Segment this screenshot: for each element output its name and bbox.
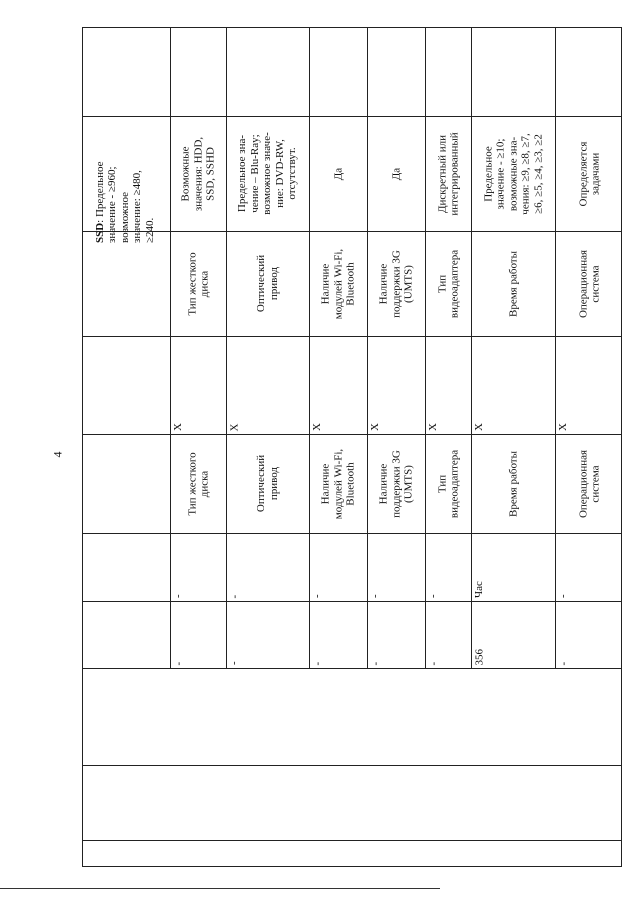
col-sep-5 <box>83 533 621 534</box>
row-sep-2 <box>226 28 227 668</box>
page-number: 4 <box>50 451 65 458</box>
ssd-cell: SSD: Предельное значение - ≥960; возможное значение: ≥480, ≥240. <box>93 161 156 243</box>
cell-c6-row-7: X <box>557 423 569 431</box>
cell-c3-row-1: - <box>172 661 184 665</box>
cell-c7-row-5: Тип видеоадаптера <box>435 249 460 318</box>
col-sep-4 <box>83 434 621 435</box>
cell-c5-row-3: Наличие модулей Wi-Fi, Bluetooth <box>319 448 357 519</box>
cell-c3-row-7: - <box>557 661 569 665</box>
cell-c4-row-1: - <box>172 594 184 598</box>
cell-c4-row-2: - <box>228 594 240 598</box>
cell-c7-row-2: Оптический привод <box>255 254 280 313</box>
cell-c8-row-2: Предельное зна- чение – Blu-Ray; возможное значе- ние: DVD-RW, отсутствут. <box>236 132 299 215</box>
cell-c7-row-3: Наличие модулей Wi-Fi, Bluetooth <box>319 248 357 319</box>
cell-c5-row-2: Оптический привод <box>255 454 280 513</box>
cell-c3-row-2: - <box>228 661 240 665</box>
cell-c3-row-6: 356 <box>473 648 485 665</box>
cell-c5-row-7: Операционная система <box>576 449 601 518</box>
row-sep-1 <box>170 28 171 668</box>
cell-c6-row-1: X <box>172 423 184 431</box>
cell-c8-row-5: Дискретный или интегрированный <box>435 131 460 216</box>
cell-c4-row-4: - <box>369 594 381 598</box>
specification-table <box>82 27 622 867</box>
cell-c5-row-5: Тип видеоадаптера <box>435 449 460 518</box>
cell-c6-row-6: X <box>473 423 485 431</box>
footer-line <box>0 888 440 889</box>
cell-c4-row-7: - <box>557 594 569 598</box>
cell-c8-row-7: Определяется задачами <box>576 141 601 206</box>
cell-c6-row-4: X <box>369 423 381 431</box>
cell-c6-row-2: X <box>228 423 240 431</box>
cell-c4-row-6: Час <box>473 581 485 598</box>
row-sep-7 <box>555 28 556 668</box>
cell-c8-row-1: Возможные значения: HDD, SSD, SSHD <box>179 136 217 211</box>
col-sep-8 <box>83 765 621 766</box>
row-sep-3 <box>309 28 310 668</box>
cell-c4-row-3: - <box>311 594 323 598</box>
row-sep-4 <box>367 28 368 668</box>
cell-c6-row-5: X <box>427 423 439 431</box>
row-sep-5 <box>425 28 426 668</box>
cell-c7-row-7: Операционная система <box>576 249 601 318</box>
col-sep-9 <box>83 840 621 841</box>
cell-c7-row-6: Время работы <box>506 250 519 317</box>
cell-c5-row-4: Наличие поддержки 3G (UMTS) <box>377 449 415 518</box>
cell-c3-row-3: - <box>311 661 323 665</box>
cell-c7-row-4: Наличие поддержки 3G (UMTS) <box>377 249 415 318</box>
row-sep-6 <box>471 28 472 668</box>
cell-c7-row-1: Тип жесткого диска <box>185 251 210 316</box>
col-sep-1 <box>83 116 621 117</box>
cell-c3-row-5: - <box>427 661 439 665</box>
cell-c5-row-6: Время работы <box>506 450 519 517</box>
cell-c8-row-6: Предельное значение - ≥10; возможные зна- чения: ≥9, ≥8, ≥7, ≥6, ≥5, ≥4, ≥3, ≥2 <box>481 132 544 215</box>
cell-c3-row-4: - <box>369 661 381 665</box>
col-sep-3 <box>83 336 621 337</box>
cell-c6-row-3: X <box>311 423 323 431</box>
cell-c8-row-3: Да <box>331 167 344 180</box>
col-sep-7 <box>83 668 621 669</box>
col-sep-6 <box>83 601 621 602</box>
cell-c4-row-5: - <box>427 594 439 598</box>
cell-c5-row-1: Тип жесткого диска <box>185 451 210 516</box>
cell-c8-row-4: Да <box>389 167 402 180</box>
